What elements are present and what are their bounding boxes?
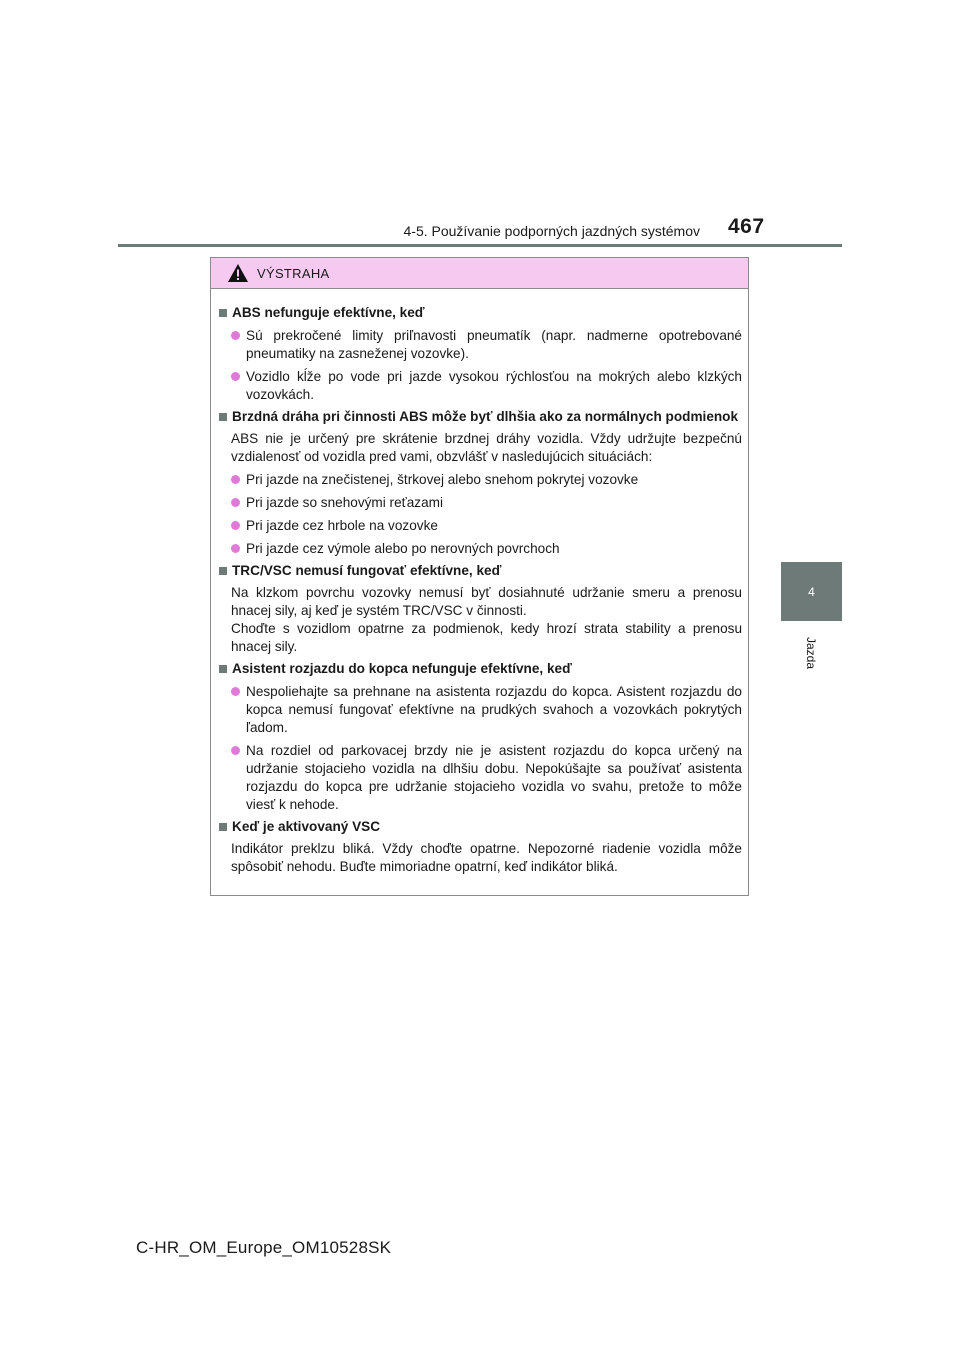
section-heading: Brzdná dráha pri činnosti ABS môže byť dlhšia ako za normálnych podmienok — [219, 408, 742, 426]
chapter-number: 4 — [808, 584, 815, 599]
list-item: Nespoliehajte sa prehnane na asistenta rozjazdu do kopca. Asistent rozjazdu do kopca nemusí fungovať efektívne na prudkých svahoch a vozovkách pokrytých ľadom. — [219, 683, 742, 737]
square-bullet-icon — [219, 665, 227, 673]
list-item: Pri jazde na znečistenej, štrkovej alebo snehom pokrytej vozovke — [219, 471, 742, 489]
chapter-label: Jazda — [804, 636, 818, 670]
round-bullet-icon — [231, 521, 240, 530]
round-bullet-icon — [231, 331, 240, 340]
section-heading: Asistent rozjazdu do kopca nefunguje efektívne, keď — [219, 660, 742, 678]
section-title: 4-5. Používanie podporných jazdných systémov — [403, 223, 700, 239]
list-item: Pri jazde cez hrbole na vozovke — [219, 517, 742, 535]
paragraph: ABS nie je určený pre skrátenie brzdnej dráhy vozidla. Vždy udržujte bezpečnú vzdialenosť od vozidla pred vami, obzvlášť v nasledujúcich situáciách: — [231, 431, 742, 464]
paragraph: Na klzkom povrchu vozovky nemusí byť dosiahnuté udržanie smeru a prenosu hnacej sily, aj keď je systém TRC/VSC v činnosti. — [231, 585, 742, 618]
round-bullet-icon — [231, 746, 240, 755]
paragraph: Choďte s vozidlom opatrne za podmienok, kedy hrozí strata stability a prenosu hnacej sily. — [231, 621, 742, 654]
list-item: Sú prekročené limity priľnavosti pneumatík (napr. nadmerne opotrebované pneumatiky na zasneženej vozovke). — [219, 327, 742, 363]
round-bullet-icon — [231, 498, 240, 507]
list-item: Pri jazde cez výmole alebo po nerovných povrchoch — [219, 540, 742, 558]
list-item: Pri jazde so snehovými reťazami — [219, 494, 742, 512]
square-bullet-icon — [219, 413, 227, 421]
document-code: C-HR_OM_Europe_OM10528SK — [136, 1238, 392, 1257]
square-bullet-icon — [219, 567, 227, 575]
warning-body — [211, 289, 748, 876]
list-item: Vozidlo kĺže po vode pri jazde vysokou rýchlosťou na mokrých alebo klzkých vozovkách. — [219, 368, 742, 404]
square-bullet-icon — [219, 309, 227, 317]
round-bullet-icon — [231, 687, 240, 696]
round-bullet-icon — [231, 544, 240, 553]
list-item: Na rozdiel od parkovacej brzdy nie je asistent rozjazdu do kopca určený na udržanie stojacieho vozidla na dlhšiu dobu. Nepokúšajte sa používať asistenta rozjazdu do kopca pre udržanie stojacieho vozidla vo svahu, pretože to môže viesť k nehode. — [219, 742, 742, 814]
section-heading: ABS nefunguje efektívne, keď — [219, 304, 742, 322]
warning-triangle-icon — [227, 263, 249, 283]
header-divider — [118, 244, 842, 247]
round-bullet-icon — [231, 372, 240, 381]
chapter-tab[interactable] — [781, 562, 842, 621]
warning-title: VÝSTRAHA — [257, 265, 330, 281]
section-heading: TRC/VSC nemusí fungovať efektívne, keď — [219, 562, 742, 580]
round-bullet-icon — [231, 475, 240, 484]
page-number: 467 — [728, 215, 765, 238]
warning-header — [211, 258, 748, 289]
paragraph: Indikátor preklzu bliká. Vždy choďte opatrne. Nepozorné riadenie vozidla môže spôsobiť nehodu. Buďte mimoriadne opatrní, keď indikátor bliká. — [231, 841, 742, 874]
square-bullet-icon — [219, 823, 227, 831]
warning-box — [210, 257, 749, 896]
section-heading: Keď je aktivovaný VSC — [219, 818, 742, 836]
